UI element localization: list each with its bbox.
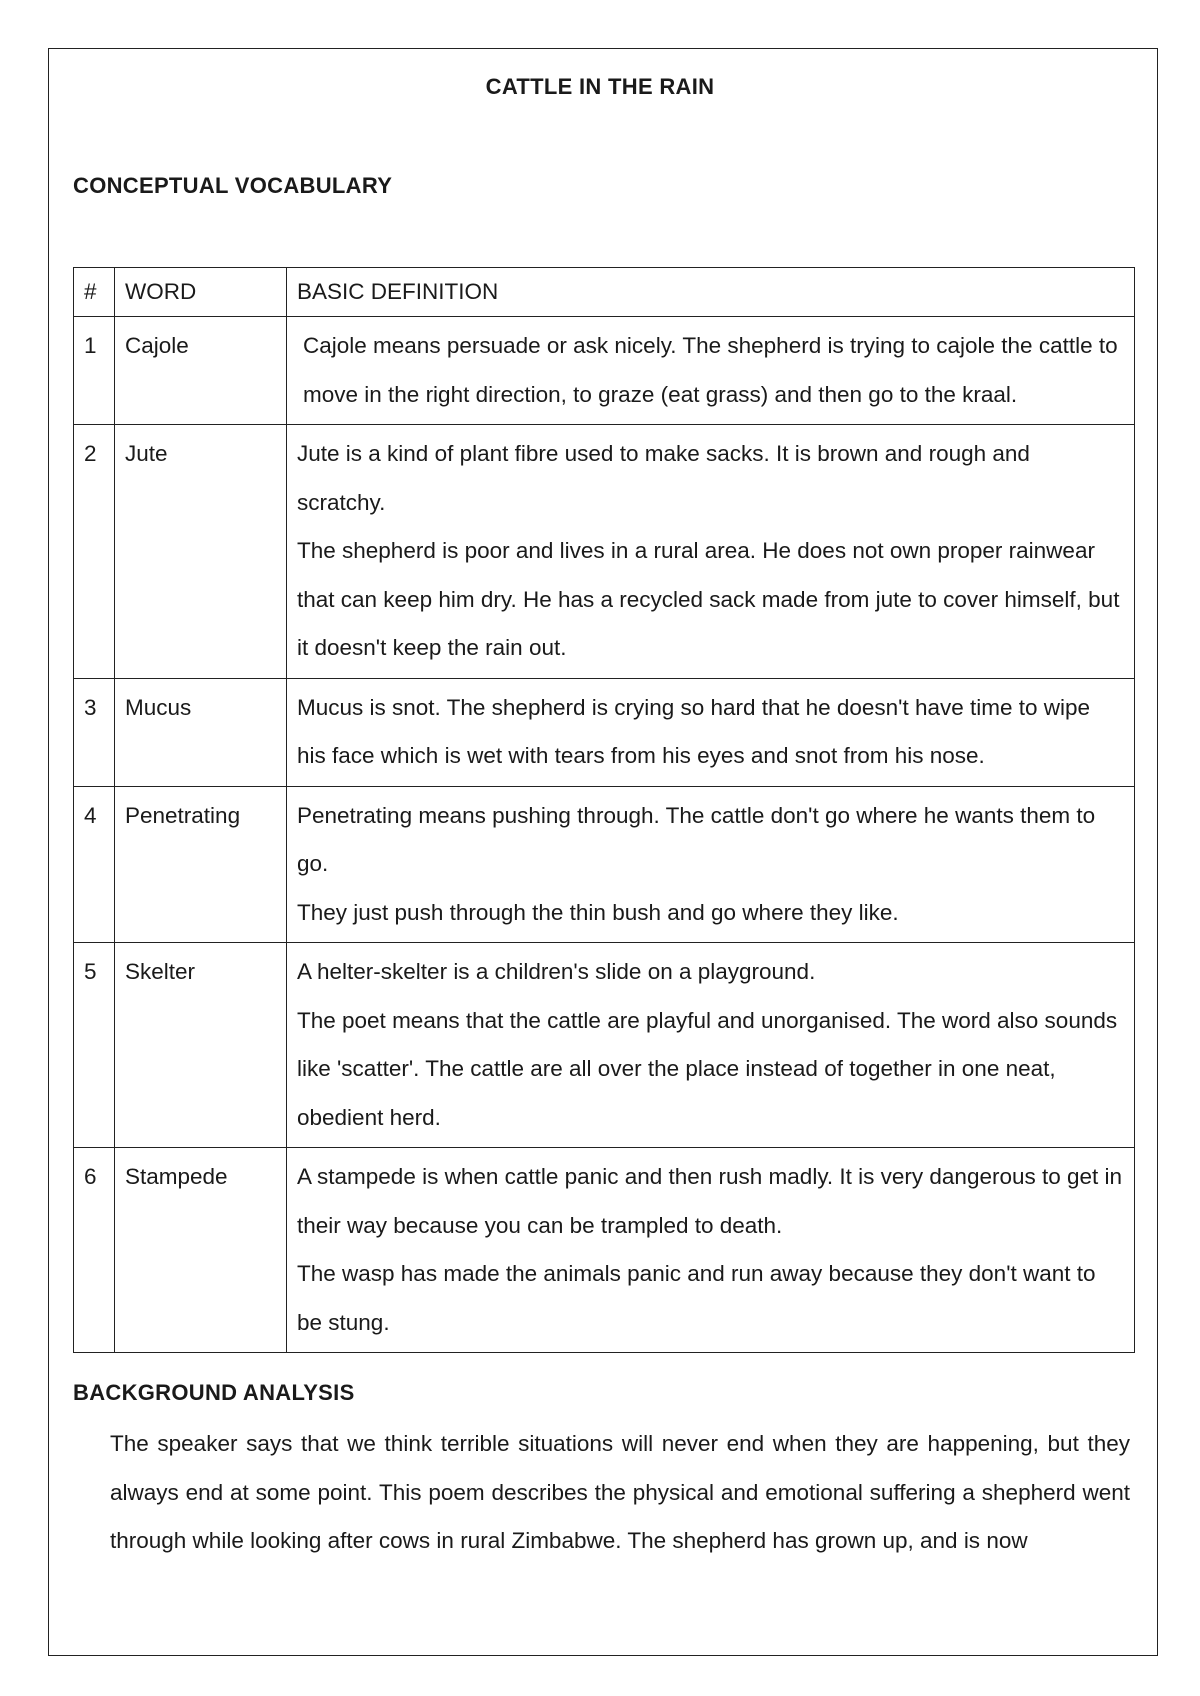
header-definition: BASIC DEFINITION — [287, 268, 1135, 317]
row-word: Mucus — [115, 678, 287, 786]
row-number: 4 — [74, 786, 115, 943]
definition-paragraph: They just push through the thin bush and go where they like. — [297, 899, 899, 925]
definition-paragraph: Mucus is snot. The shepherd is crying so hard that he doesn't have time to wipe his face which is wet with tears from his eyes and snot from his nose. — [297, 694, 1091, 768]
row-word: Penetrating — [115, 786, 287, 943]
row-word: Skelter — [115, 943, 287, 1148]
table-row — [74, 317, 1135, 425]
document-title: CATTLE IN THE RAIN — [485, 74, 715, 99]
row-number: 5 — [74, 943, 115, 1148]
row-definition — [287, 678, 1135, 786]
row-definition — [287, 1148, 1135, 1353]
definition-paragraph: Penetrating means pushing through. The cattle don't go where he wants them to go. — [297, 802, 1096, 876]
header-word: WORD — [115, 268, 287, 317]
row-number: 1 — [74, 317, 115, 425]
table-row — [74, 943, 1135, 1148]
vocabulary-table — [73, 267, 1135, 1353]
row-number: 3 — [74, 678, 115, 786]
background-paragraph: The speaker says that we think terrible situations will never end when they are happening, but they always end at some point. This poem describes the physical and emotional suffering a shepherd went through while looking after cows in rural Zimbabwe. The shepherd has grown up, and is now — [110, 1431, 1130, 1553]
row-number: 6 — [74, 1148, 115, 1353]
definition-paragraph: The wasp has made the animals panic and run away because they don't want to be stung. — [297, 1261, 1096, 1335]
definition-paragraph: Cajole means persuade or ask nicely. The shepherd is trying to cajole the cattle to move in the right direction, to graze (eat grass) and then go to the kraal. — [303, 333, 1118, 407]
table-row — [74, 1148, 1135, 1353]
vocabulary-heading: CONCEPTUAL VOCABULARY — [73, 173, 393, 198]
table-header-row — [74, 268, 1135, 317]
row-word: Cajole — [115, 317, 287, 425]
row-word: Stampede — [115, 1148, 287, 1353]
row-definition — [287, 317, 1135, 425]
definition-paragraph: A helter-skelter is a children's slide on a playground. — [297, 959, 816, 984]
definition-paragraph: A stampede is when cattle panic and then rush madly. It is very dangerous to get in their way because you can be trampled to death. — [297, 1164, 1123, 1238]
definition-paragraph: The shepherd is poor and lives in a rural area. He does not own proper rainwear that can keep him dry. He has a recycled sack made from jute to cover himself, but it doesn't keep the rain out. — [297, 538, 1120, 660]
table-row — [74, 678, 1135, 786]
background-heading: BACKGROUND ANALYSIS — [73, 1380, 355, 1405]
row-definition — [287, 943, 1135, 1148]
definition-paragraph: Jute is a kind of plant fibre used to make sacks. It is brown and rough and scratchy. — [297, 441, 1030, 515]
table-row — [74, 425, 1135, 679]
definition-paragraph: The poet means that the cattle are playful and unorganised. The word also sounds like 'scatter'. The cattle are all over the place instead of together in one neat, obedient herd. — [297, 1007, 1118, 1130]
row-definition — [287, 425, 1135, 679]
table-row — [74, 786, 1135, 943]
header-number: # — [74, 268, 115, 317]
row-definition — [287, 786, 1135, 943]
row-word: Jute — [115, 425, 287, 679]
row-number: 2 — [74, 425, 115, 679]
